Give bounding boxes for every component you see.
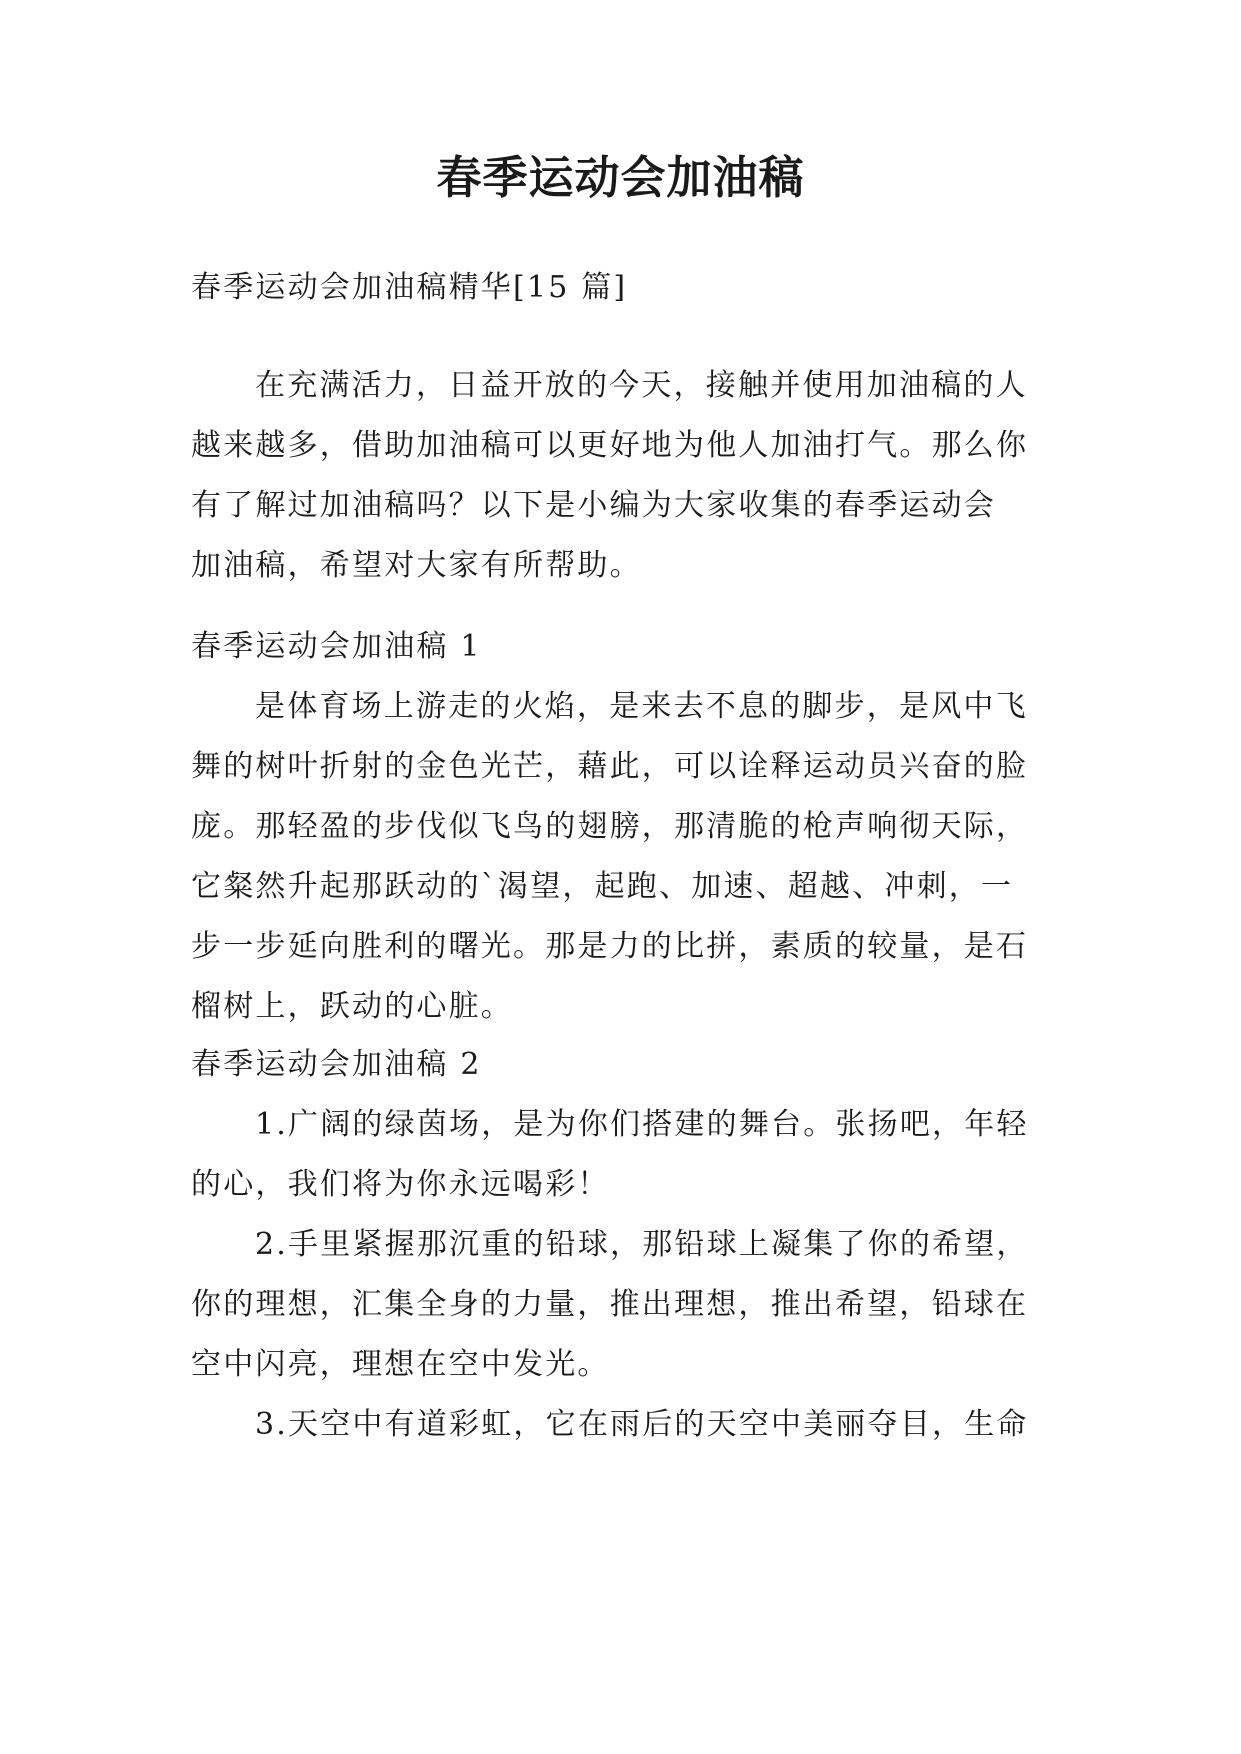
section-2-line: 空中闪亮，理想在空中发光。 [191,1347,610,1382]
section-2-line: 3.天空中有道彩虹，它在雨后的天空中美丽夺目，生命 [255,1407,1029,1442]
subtitle-text: 春季运动会加油稿精华[15 篇] [191,270,628,305]
section-1-line: 它粲然升起那跃动的`渴望，起跑、加速、超越、冲刺，一 [191,869,1014,904]
intro-line: 有了解过加油稿吗？以下是小编为大家收集的春季运动会 [191,488,996,523]
section-1-line: 榴树上，跃动的心脏。 [191,989,513,1024]
section-2-line: 2.手里紧握那沉重的铅球，那铅球上凝集了你的希望， [255,1227,1029,1262]
section-heading-text: 春季运动会加油稿 2 [191,1047,482,1082]
section-1-heading [191,617,1071,677]
document-subtitle [191,258,1071,318]
intro-line: 在充满活力，日益开放的今天，接触并使用加油稿的人 [255,368,1028,403]
section-1-line: 舞的树叶折射的金色光芒，藉此，可以诠释运动员兴奋的脸 [191,749,1029,784]
section-2-line: 的心，我们将为你永远喝彩！ [191,1167,610,1202]
section-1-line: 庞。那轻盈的步伐似飞鸟的翅膀，那清脆的枪声响彻天际， [191,809,1029,844]
section-1-line: 是体育场上游走的火焰，是来去不息的脚步，是风中飞 [255,689,1028,724]
section-1-line: 步一步延向胜利的曙光。那是力的比拼，素质的较量，是石 [191,929,1029,964]
section-2-item-1 [191,1095,1071,1215]
section-heading-text: 春季运动会加油稿 1 [191,629,482,664]
intro-line: 加油稿，希望对大家有所帮助。 [191,548,642,583]
section-2-line: 1.广阔的绿茵场，是为你们搭建的舞台。张扬吧，年轻 [255,1107,1029,1142]
section-1-paragraph [191,677,1071,1037]
section-2-heading [191,1035,1071,1095]
section-2-line: 你的理想，汇集全身的力量，推出理想，推出希望，铅球在 [191,1287,1029,1322]
intro-paragraph [191,356,1071,596]
intro-line: 越来越多，借助加油稿可以更好地为他人加油打气。那么你 [191,428,1029,463]
document-title: 春季运动会加油稿 [436,151,805,204]
section-2-item-3 [191,1395,1071,1455]
section-2-item-2 [191,1215,1071,1395]
